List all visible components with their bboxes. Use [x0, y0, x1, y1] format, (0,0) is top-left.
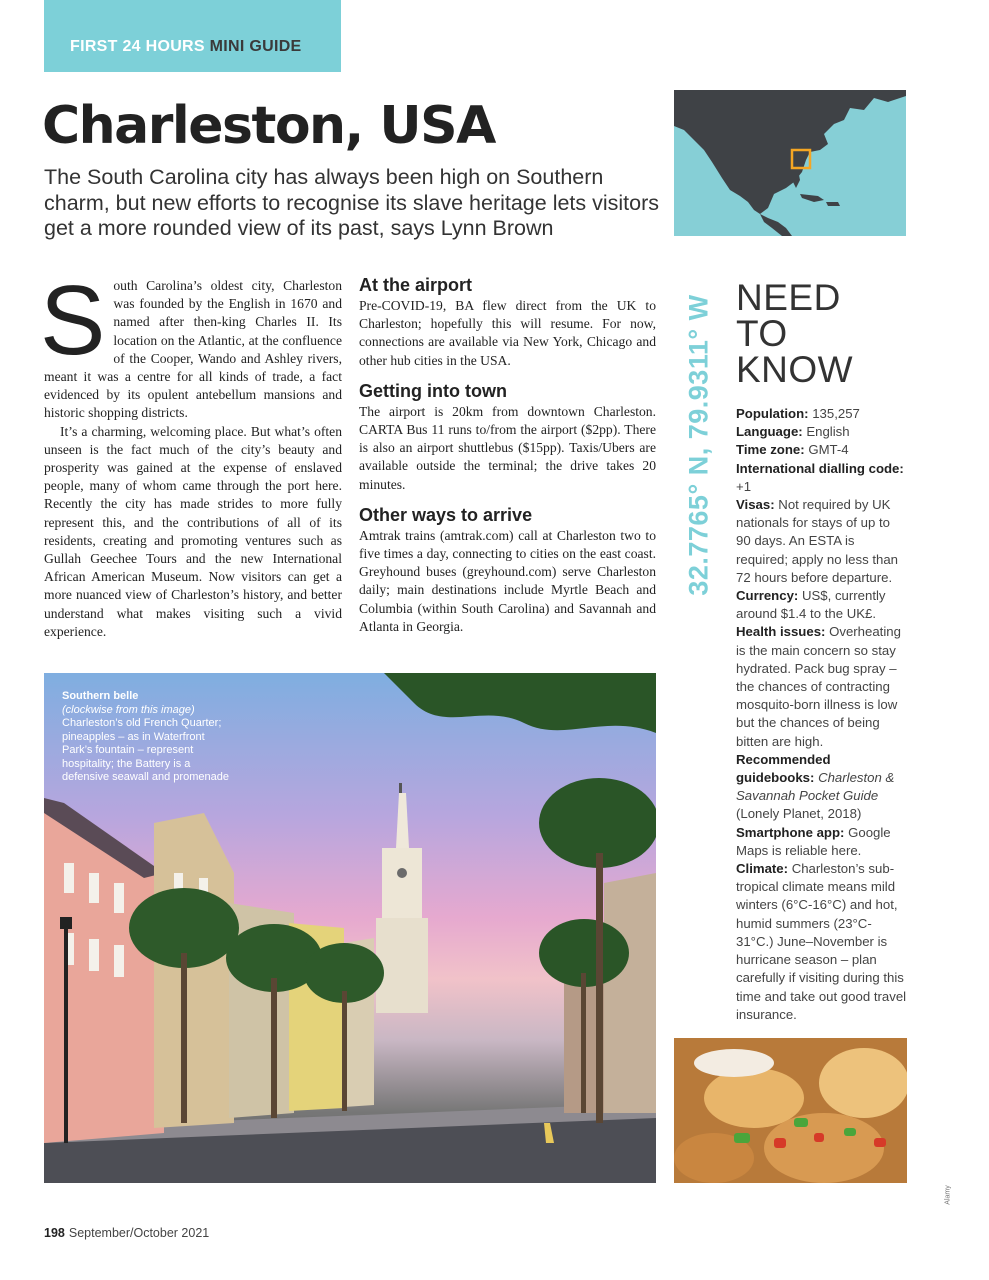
section-tab	[44, 0, 341, 72]
fact-value: Overheating is the main concern so stay hydrated. Pack bug spray – the chances of contracting mosquito-born illness is low but the chances of being bitten are high.	[736, 624, 901, 749]
caption-body: Charleston’s old French Quarter; pineapples – as in Waterfront Park’s fountain – represent hospitality; the Battery is a defensive seawall and promenade	[62, 717, 229, 783]
fact-value: 135,257	[812, 406, 860, 421]
fact-value: Google Maps is reliable here.	[736, 824, 891, 858]
fact-language	[736, 423, 908, 441]
intro-paragraph-2: It’s a charming, welcoming place. But what’s often unseen is the fact much of the city’s beauty and prosperity was gained at the expense of enslaved people, many of whom came through the port here. Recently the city has made strides to more fully represent this, and the contributions of all of its residents, creating and promoting ventures such as Gullah Geechee Tours and the new International African American Museum. Now visitors can get a more nuanced view of Charleston’s history, and better understand what makes visiting such a vivid experience.	[44, 423, 342, 639]
fact-label: Currency:	[736, 588, 799, 604]
fact-label: Smartphone app:	[736, 824, 845, 840]
need-to-know-heading	[736, 277, 906, 390]
fact-health	[736, 623, 908, 750]
drop-cap: S	[40, 265, 106, 375]
fact-dialling-code	[736, 460, 908, 496]
need-to-know-list	[736, 405, 908, 1024]
coordinates-text: 32.7765° N, 79.9311° W	[683, 294, 714, 596]
intro-column	[40, 265, 342, 641]
section-airport	[359, 274, 656, 370]
fact-label: Recommended guidebooks:	[736, 751, 831, 786]
fact-label: Population:	[736, 406, 809, 421]
section-body: The airport is 20km from downtown Charleston. CARTA Bus 11 runs to/from the airport ($2pp). There is also an airport shuttlebus ($15pp). Taxis/Ubers are available outside the terminal; the drive takes 20 minutes.	[359, 403, 656, 492]
fact-label: Visas:	[736, 497, 775, 513]
need-to-know-heading-line: NEED	[736, 277, 841, 318]
fact-value: Not required by UK nationals for stays of up to 90 days. An ESTA is required; apply no less than 72 hours before departure.	[736, 497, 899, 585]
fact-label: Health issues:	[736, 624, 826, 640]
section-heading: Other ways to arrive	[359, 504, 533, 525]
intro-paragraph-1	[40, 265, 342, 423]
fact-climate	[736, 860, 908, 1024]
fact-label: Language:	[736, 424, 803, 440]
travel-info-column	[359, 274, 656, 636]
fact-currency	[736, 587, 908, 623]
photo-credit-text: Alamy	[944, 1185, 952, 1205]
locator-map	[674, 90, 906, 236]
section-tab-sublabel: MINI GUIDE	[209, 38, 302, 55]
fact-time-zone	[736, 441, 908, 459]
shrimp-and-grits-photo-icon	[674, 1038, 907, 1183]
fact-value: GMT-4	[808, 442, 849, 458]
page-footer	[44, 1226, 209, 1240]
fact-population	[736, 405, 908, 423]
caption-subtitle: (clockwise from this image)	[62, 703, 195, 716]
food-photo	[674, 1038, 907, 1183]
need-to-know-heading-line: TO	[736, 313, 788, 354]
fact-value: +1	[736, 478, 752, 494]
fact-label: Time zone:	[736, 442, 805, 458]
section-body: Pre-COVID-19, BA flew direct from the UK to Charleston; hopefully this will resume. For now, connections are available via New York, Chicago and other hub cities in the USA.	[359, 298, 656, 368]
fact-value: (Lonely Planet, 2018)	[736, 806, 862, 822]
fact-value: US$, currently around $1.4 to the UK£.	[736, 588, 886, 622]
section-body: Amtrak trains (amtrak.com) call at Charleston two to five times a day, connecting to cities on the east coast. Greyhound buses (greyhound.com) serve Charleston daily; main destinations include Myrtle Beach and Columbia (within South Carolina) and Savannah and Atlanta in Georgia.	[359, 527, 656, 634]
page-number: 198	[44, 1226, 65, 1240]
photo-credit	[941, 1175, 955, 1215]
issue-date: September/October 2021	[68, 1226, 210, 1240]
photo-caption	[62, 690, 232, 785]
standfirst: The South Carolina city has always been high on Southern charm, but new efforts to recognise its slave heritage lets visitors get a more rounded view of its past, says Lynn Brown	[44, 165, 660, 240]
fact-value: Charleston’s sub-tropical climate means mild winters (6°C-16°C) and hot, humid summers (23°C-31°C.) June–November is hurricane season – plan carefully if visiting during this time and take out good travel insurance.	[736, 861, 907, 1022]
fact-label: Climate:	[736, 861, 789, 877]
section-getting-into-town	[359, 380, 656, 494]
page-title: Charleston, USA	[42, 96, 495, 156]
section-other-ways	[359, 504, 656, 636]
need-to-know-heading-line: KNOW	[736, 349, 854, 390]
fact-visas	[736, 496, 908, 587]
caption-title: Southern belle	[62, 690, 139, 702]
north-america-map-icon	[674, 90, 906, 236]
coordinates	[684, 280, 714, 610]
fact-value-italic: Charleston & Savannah Pocket Guide	[736, 770, 895, 804]
section-tab-label: FIRST 24 HOURS	[70, 38, 205, 55]
intro-paragraph-1-text: outh Carolina’s oldest city, Charleston was founded by the English in 1670 and named after then-king Charles II. Its location on the Atlantic, at the confluence of the Cooper, Wando and Ashley rivers, meant it was a centre for all kinds of trade, a fact evidenced by its opulent antebellum mansions and historic shopping districts.	[44, 278, 342, 421]
fact-guidebooks	[736, 751, 908, 824]
section-heading: At the airport	[359, 275, 473, 295]
fact-value: English	[806, 424, 850, 440]
section-heading: Getting into town	[359, 380, 507, 401]
fact-label: International dialling code:	[736, 460, 904, 476]
fact-smartphone-app	[736, 824, 908, 860]
